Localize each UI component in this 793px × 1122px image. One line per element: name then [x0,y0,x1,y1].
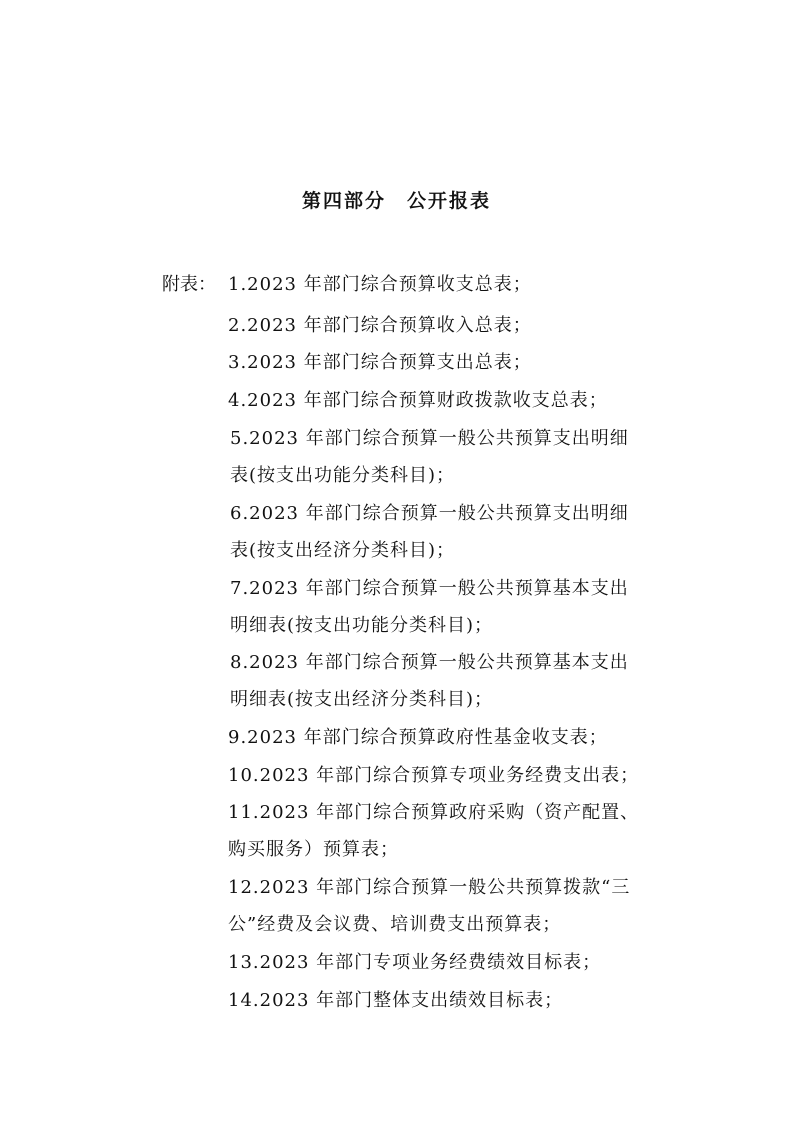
list-item-line: 11.2023 年部门综合预算政府采购（资产配置、 [228,802,640,823]
list-item-line: 5.2023 年部门综合预算一般公共预算支出明细 [230,428,629,449]
list-item-line: 6.2023 年部门综合预算一般公共预算支出明细 [230,503,629,524]
list-item [228,348,678,378]
list-item-line: 8.2023 年部门综合预算一般公共预算基本支出 [230,652,629,673]
list-item [228,948,678,978]
list-item [230,648,680,715]
list-item [228,386,678,416]
appendix-label: 附表： [162,274,216,295]
list-item-line: 表(按支出功能分类科目)； [230,465,456,486]
list-item [228,873,678,940]
list-item-line: 购买服务）预算表； [228,839,399,860]
list-item-line: 14.2023 年部门整体支出绩效目标表； [228,990,564,1011]
list-item [228,270,678,300]
page-title: 第四部分 公开报表 [301,190,491,212]
list-item-line: 公”经费及会议费、培训费支出预算表； [228,914,562,935]
list-item-line: 明细表(按支出经济分类科目)； [230,689,494,710]
list-item-line: 表(按支出经济分类科目)； [230,540,456,561]
list-item [230,499,680,566]
list-item-line: 9.2023 年部门综合预算政府性基金收支表； [228,727,608,748]
list-item [228,311,678,341]
list-item [230,424,680,491]
list-item [228,986,678,1016]
list-item-line: 明细表(按支出功能分类科目)； [230,615,494,636]
list-item-line: 12.2023 年部门综合预算一般公共预算拨款“三 [228,877,631,898]
list-item-line: 7.2023 年部门综合预算一般公共预算基本支出 [230,578,629,599]
list-item-line: 4.2023 年部门综合预算财政拨款收支总表； [228,390,608,411]
list-item-line: 2.2023 年部门综合预算收入总表； [228,315,532,336]
list-item [228,761,678,791]
list-item [228,798,678,865]
list-item-line: 10.2023 年部门综合预算专项业务经费支出表； [228,765,640,786]
list-item-line: 3.2023 年部门综合预算支出总表； [228,352,532,373]
list-item-line: 1.2023 年部门综合预算收支总表； [228,274,532,295]
list-item [228,723,678,753]
list-item-line: 13.2023 年部门专项业务经费绩效目标表； [228,952,602,973]
list-item [230,574,680,641]
